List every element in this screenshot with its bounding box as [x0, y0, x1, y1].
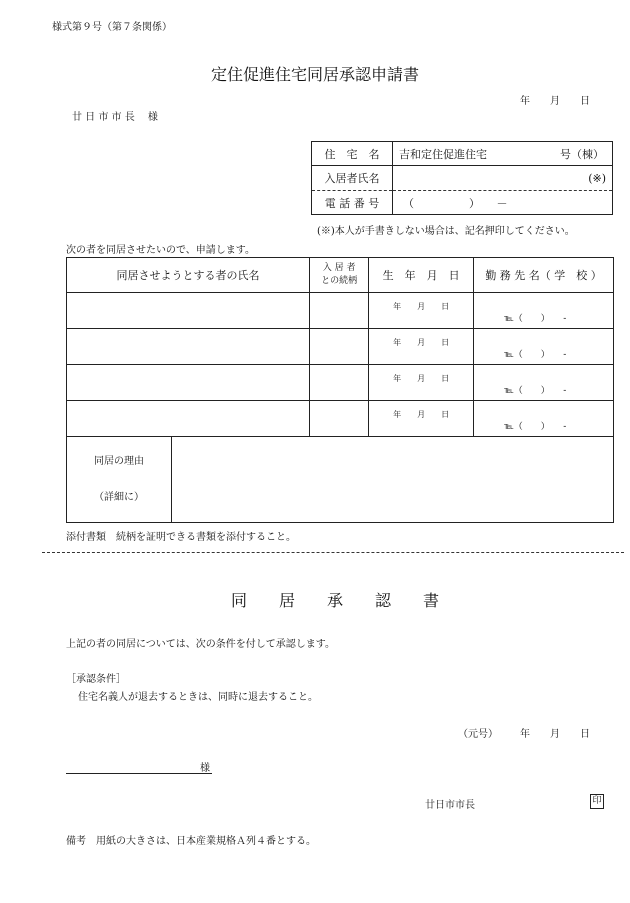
name-cell[interactable]	[67, 365, 310, 401]
approval-statement: 上記の者の同居については、次の条件を付して承認します。	[66, 639, 335, 650]
condition-label: ［承認条件］	[66, 674, 126, 685]
work-cell[interactable]: ℡（ ） -	[474, 293, 614, 329]
approval-title: 同 居 承 認 書	[230, 591, 439, 610]
intro-text: 次の者を同居させたいので、申請します。	[66, 245, 255, 256]
name-cell[interactable]	[67, 401, 310, 437]
housing-number-suffix: 号（棟）	[560, 147, 604, 161]
resident-name-label: 入居者氏名	[312, 166, 393, 191]
mayor-title: 廿日市市長	[425, 800, 475, 811]
phone-format: （ ） －	[403, 196, 508, 210]
resident-name-field[interactable]	[393, 166, 613, 191]
housing-name-label: 住 宅 名	[312, 142, 393, 166]
table-row	[67, 401, 614, 437]
condition-text: 住宅名義人が退去するときは、同時に退去すること。	[78, 692, 318, 703]
remark: 備考 用紙の大きさは、日本産業規格Ａ列４番とする。	[66, 836, 316, 847]
seal-box: 印	[590, 794, 604, 809]
birth-cell[interactable]: 年 月 日	[369, 401, 474, 437]
page-title: 定住促進住宅同居承認申請書	[210, 65, 419, 84]
housing-name-field[interactable]	[393, 142, 613, 166]
header-birth: 生 年 月 日	[369, 258, 474, 293]
recipient-line[interactable]	[66, 773, 212, 774]
relation-cell[interactable]	[310, 293, 369, 329]
relation-cell[interactable]	[310, 329, 369, 365]
phone-field[interactable]	[393, 191, 613, 215]
reason-label-line2: （詳細に）	[94, 491, 144, 503]
reason-label-line1: 同居の理由	[94, 455, 144, 467]
relation-cell[interactable]	[310, 401, 369, 437]
name-cell[interactable]	[67, 329, 310, 365]
housing-name-value: 吉和定住促進住宅	[399, 147, 487, 161]
housing-table	[311, 141, 613, 215]
table-row	[67, 293, 614, 329]
name-cell[interactable]	[67, 293, 310, 329]
relation-cell[interactable]	[310, 365, 369, 401]
signature-mark: (※)	[588, 171, 606, 185]
work-cell[interactable]: ℡（ ） -	[474, 329, 614, 365]
reason-label	[67, 437, 172, 523]
attachments-note: 添付書類 続柄を証明できる書類を添付すること。	[66, 532, 296, 543]
birth-cell[interactable]: 年 月 日	[369, 329, 474, 365]
form-number: 様式第９号（第７条関係）	[52, 22, 172, 33]
work-cell[interactable]: ℡（ ） -	[474, 401, 614, 437]
cohabitant-table	[66, 257, 614, 523]
header-name: 同居させようとする者の氏名	[67, 258, 310, 293]
addressee: 廿 日 市 市 長 様	[72, 112, 158, 123]
header-work: 勤 務 先 名（ 学 校 ）	[474, 258, 614, 293]
work-cell[interactable]: ℡（ ） -	[474, 365, 614, 401]
table-row	[67, 329, 614, 365]
handwriting-note: (※)本人が手書きしない場合は、記名押印してください。	[317, 226, 575, 237]
application-date: 年 月 日	[520, 96, 590, 107]
approval-date: 年 月 日	[520, 729, 590, 740]
approval-era: （元号）	[458, 729, 498, 740]
header-relation: 入 居 者 との続柄	[310, 258, 369, 293]
table-row	[67, 365, 614, 401]
reason-field[interactable]	[172, 437, 614, 523]
cut-line	[42, 552, 624, 553]
phone-label: 電 話 番 号	[312, 191, 393, 215]
birth-cell[interactable]: 年 月 日	[369, 365, 474, 401]
recipient-suffix: 様	[200, 763, 210, 774]
birth-cell[interactable]: 年 月 日	[369, 293, 474, 329]
